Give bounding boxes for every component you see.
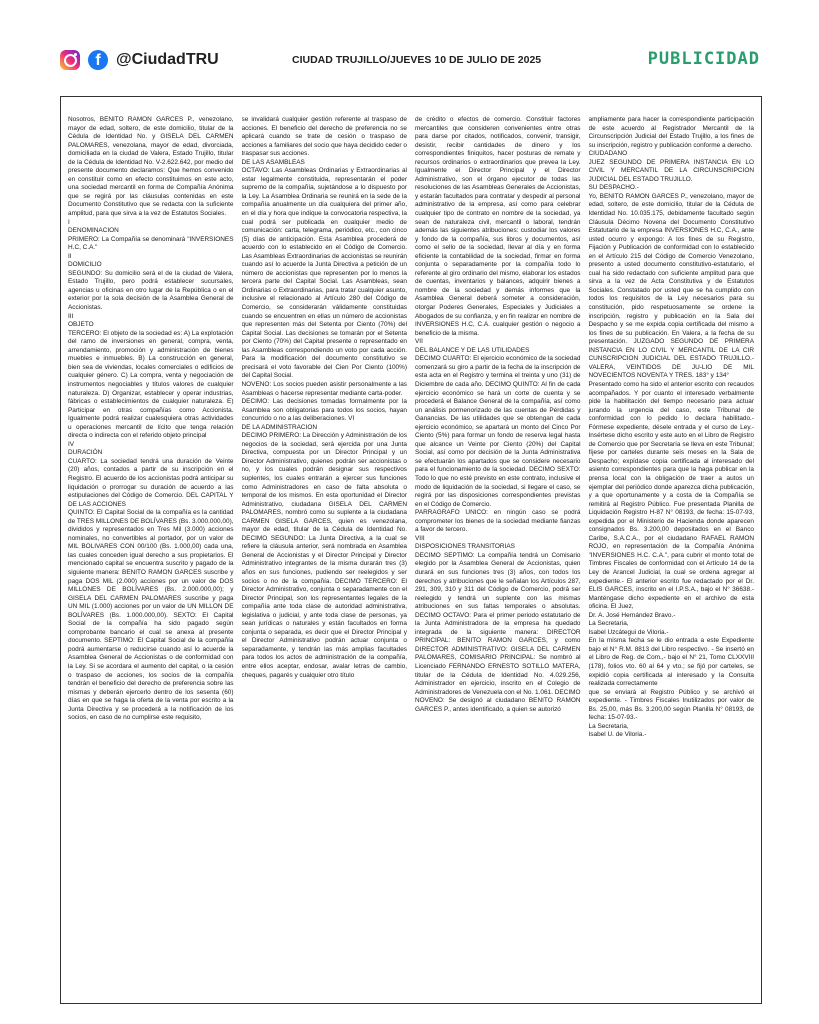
paragraph: SU DESPACHO.- [588,184,639,192]
paragraph: se invalidará cualquier gestión referente al traspaso de acciones. El beneficio del derecho de preferencia no se aplicará cuando se trate de cesión o traspaso de acciones a familiares del socio que haya decidido ceder o traspasar sus acciones. [241,116,407,158]
paragraph: DENOMINACION [68,227,119,235]
paragraph: DE LA ADMINISTRACION [241,423,317,431]
paragraph: III [68,312,74,320]
paragraph: Nosotros, BENITO RAMON GARCES P., venezolano, mayor de edad, soltero, de este domicilio, titular de la Cédula de Identidad No. y GISELA DEL CARMEN PALOMARES, venezolana, mayor de edad, divorciada, domiciliada en la ciudad de Valera, Estado Trujillo, titular de la Cédula de Identidad No. V-2.622.642, por medio del presente documento declaramos: Que hemos convenido en constituir como en efecto constituimos en este acto, una sociedad mercantil en forma de Compañía Anónima que se regirá por las cláusulas contenidas en este Documento Constitutivo que se redacta con la suficiente amplitud, para que sirva a la vez de Estatutos Sociales. [68,116,234,218]
paragraph: Yo, BENITO RAMON GARCES P., venezolano, mayor de edad, soltero, de este domicilio, titular de la Cédula de Identidad No. 10.035.175, debidamente facultado según Cláusula Décimo Novena del Documento Constitutivo Estatutario de la empresa INVERSIONES H.C, C.A., ante usted ocurro y expongo: A los fines de su Registro, Fijación y Publicación de conformidad con lo establecido en el Artículo 215 del Código de Comercio Venezolano, presento a usted documento constitutivo-estatutario, el cual ha sido redactado con suficiente amplitud para que sirva a la vez de Acta Constitutiva y de Estatutos Sociales. Constatado por usted que se ha cumplido con todos los requisitos de la Ley necesarios para su constitución, pido respetuosamente se ordene la inscripción, registro y publicación en la Sala del Despacho y se me expida copia certificada del mismo a los fines de su publicación. En Valera, a la fecha de su presentación. JUZGADO SEGUNDO DE PRIMERA INSTANCIA EN LO CIVIL Y MERCANTIL DE LA CIR CUNSCRIPCION JUDICIAL DEL ESTADO TRUJILLO.- VALERA, VEINTIDOS DE JU-LIO DE MIL NOVECIENTOS NOVENTA Y TRES. 183° y 134° [588,192,754,380]
paragraph: QUINTO: El Capital Social de la compañía es la cantidad de TRES MILLONES DE BOLÍVARES (Bs. 3.000.000,00), divididos y representados en Tres Mil (3.000) acciones nominales, no convertibles al portador, por un valor de MIL BOLIVARES CON 00/100 (Bs. 1.000,00) cada una, las cuales conceden igual derecho a sus propietarios. El mencionado capital se encuentra suscrito y pagado de la siguiente manera: BENITO RAMON GARCES suscribe y paga DOS MIL (2.000) acciones por un valor de DOS MILLONES DE BOLÍVARES (Bs. 2.000.000,00); y GISELA DEL CARMEN PALOMARES suscribe y paga UN MIL (1.000) acciones por un valor de UN MILLON DE BOLÍVARES (Bs. 1.000.000,00). SEXTO: El Capital Social de la compañía ha sido pagado según comprobante bancario el cual se anexa al presente documento. SEPTIMO: El Capital Social de la compañía podrá aumentarse o reducirse cuando así lo acuerde la Asamblea General de Accionistas o de conformidad con la Ley. Si se acordara el aumento del capital, o la cesión o traspaso de acciones, los socios de la compañía tendrán el beneficio del derecho de preferencia sobre las mismas y deberán ejercerlo dentro de los sesenta (60) días en que se haga la oferta de la venta por escrito a la Junta Directiva y se procederá a la notificación de los socios, en caso de no cumplirse este requisito, [68,509,234,722]
paragraph: de crédito o efectos de comercio. Constituir factores mercantiles que consideren convenientes entre otras para darse por citados, notificados, convenir, transigir, desistir, recibir cantidades de dinero y los correspondientes finiquitos, hacer posturas de remate y recursos ordinarios o extraordinarios que prevea la Ley. Igualmente el Director Principal y el Director Administrativo, son el órgano ejecutor de todas las resoluciones de las Asambleas Generales de Accionistas, y estarán facultados para contratar y despedir al personal administrativo de la empresa, así como para celebrar cualquier tipo de contrato en nombre de la sociedad, ya sean de naturaleza civil, mercantil o laboral, tendrán además las siguientes atribuciones: custodiar los valores y fondo de la compañía, sus libros y documentos, así como el sello de la sociedad, llevar al día y en forma eficiente la contabilidad de la sociedad, firmar en forma conjunta o separadamente por la compañía todo lo referente al giro ordinario del mismo, elaborar los estados de cuentas, inventarios y balances, adquirir bienes a nombre de la sociedad y demás informes que la Asamblea General deberá someter a consideración, otorgar Poderes Generales, Especiales y Judiciales a Abogados de su confianza, y en fin realizar en nombre de INVERSIONES H.C, C.A. cualquier gestión o negocio a beneficio de la misma. [415,116,581,337]
column-1 [68,116,234,996]
paragraph: DE LAS ASAMBLEAS [241,158,305,166]
instagram-icon[interactable] [60,50,80,70]
paragraph: En la misma fecha se le dio entrada a este Expediente bajo el N° R.M. 8813 del Libro respectivo. - Se insertó en el Libro de Reg. de Com.,- bajo el N° 21, Tomo CLXXVIII (178), folios vto. 60 al 64 y vto.; se fijó por carteles, se expidió copia certificada al interesado y la Consulta realizada correctamente [588,637,754,688]
paragraph: ampliamente para hacer la correspondiente participación de este acuerdo al Registrador Mercantil de la Circunscripción Judicial del Estado Trujillo, a los fines de su inscripción, registro y publicación conforme a derecho. [588,116,754,149]
paragraph: NOVENO: Los socios pueden asistir personalmente a las Asambleas o hacerse representar mediante carta-poder. [241,380,407,397]
paragraph: DURACIÓN [68,449,103,457]
paragraph: DECIMO SEPTIMO: La compañía tendrá un Comisario elegido por la Asamblea General de Accionistas, quien durará en sus funciones tres (3) años, con todos los derechos y atribuciones que le señalan los Artículos 287, 291, 309, 310 y 311 del Código de Comercio, podrá ser reelegido y tendrá un suplente con las mismas atribuciones en sus faltas temporales o absolutas. DECIMO OCTAVO: Para el primer periodo estatutario de la Junta Administradora de la empresa ha quedado integrada de la siguiente manera: DIRECTOR PRINCIPAL: BENITO RAMON GARCES, y como DIRECTOR ADMINISTRATIVO: GISELA DEL CARMEN PALOMARES, COMISARIO PRINCIPAL: Se nombró al Licenciado FERNANDO ERNESTO SOTILLO MATERA, titular de la Cédula de Identidad No. 4.029.256, Administrador en ejercicio, inscrito en el Colegio de Administradores de Venezuela con el No. 1.061. DECIMO NOVENO: Se designó al ciudadano BENITO RAMON GARCES P., antes identificado, a quien se autorizó [415,551,581,713]
paragraph: que se enviará al Registro Público y se archivó el expediente. - Timbres Fiscales Inutilizados por valor de Bs. 25,00, más Bs. 3.200,00 según Planilla N° 08193, de fecha: 15-07-93.- [588,688,754,722]
paragraph: Dr. A. José Hernández Bravo.- [588,611,676,619]
paragraph: DECIMO PRIMERO: La Dirección y Administración de los negocios de la sociedad, será ejercida por una Junta Directiva, compuesta por un Director Principal y un Director Administrativo, quienes podrán ser accionistas o no, y los cuales podrán designar sus respectivos suplentes, los cuales entrarán a ejercer sus funciones como Administradores en caso de falta absoluta o temporal de los mismos. En esta oportunidad el Director Administrativo, ciudadana GISELA DEL CARMEN PALOMARES, nombró como su suplente a la ciudadana CARMEN GISELA GARCES, quien es venezolana, mayor de edad, titular de la Cédula de Identidad No. DECIMO SEGUNDO: La Junta Directiva, a la cual se refiere la cláusula anterior, será nombrada en Asamblea General de Accionistas y el Director Principal y Director Administrativo integrantes de la misma durarán tres (3) años en sus funciones, pudiendo ser reelegidos y ser socios o no de la compañía. DECIMO TERCERO: El Director Administrativo, conjunta o separadamente con el Director Principal, son los representantes legales de la compañía ante toda clase de autoridad administrativa, legislativa o judicial, y ante toda clase de personas, ya sean jurídicas o naturales y están facultados en forma conjunta o separada, es decir que el Director Principal y el Director Administrativo podrán actuar conjunta o separadamente, y tendrán las más amplias facultades para todos los actos de administración de la compañía, entre ellos aceptar, endosar, avalar letras de cambio, cheques, pagarés y cualquier otro título [241,432,407,679]
paragraph: CIUDADANO [588,150,628,158]
paragraph: PRIMERO: La Compañía se denominará "INVERSIONES H.C, C.A." [68,235,234,252]
notice-columns [68,116,754,996]
newspaper-date-title: CIUDAD TRUJILLO/JUEVES 10 DE JULIO DE 2025 [292,54,542,66]
paragraph: Isabel Uzcátegui de Viloria.- [588,628,669,636]
paragraph: II [68,252,72,260]
paragraph: DECIMO CUARTO: El ejercicio económico de la sociedad comenzará su giro a partir de la fecha de la inscripción de esta acta en el Registro y termina el treinta y uno (31) de Diciembre de cada año. DECIMO QUINTO: Al fin de cada ejercicio económico se hará un corte de cuenta y se procederá el Balance General de la compañía, así como un análisis pormenorizado de las cuentas de Pérdidas y Ganancias. De las utilidades que se obtengan de cada ejercicio económico, se apartará un monto del Cinco Por Ciento (5%) para formar un fondo de reserva legal hasta que alcance un Veinte por Ciento (20%) del Capital Social, así como por decisión de la Junta Administrativa se efectuarán los apartados que se considere necesario para el funcionamiento de la sociedad. DECIMO SEXTO: Todo lo que no esté previsto en este contrato, inclusive el modo de liquidación de la sociedad, si llegare el caso, se regirá por las disposiciones correspondientes previstas en el Código de Comercio. [415,355,581,508]
paragraph: Presentado como ha sido el anterior escrito con recaudos acompañados. Y por cuanto el interesado verbalmente pide la habilitación del tiempo necesario para actuar jurando la urgencia del caso, este Tribunal de conformidad con lo pedido lo declara habilitado.- Fórmese expediente, désele entrada y el curso de Ley.- Insértese dicho escrito y este auto en el Libro de Registro de Comercio que por Secretaría se lleva en este Tribunal; fíjese por carteles durante seis meses en la Sala de Despacho; expídase copia certificada al interesado del asiento correspondientes para que la haga publicar en la prensa local con la obligación de traer a autos un ejemplar del periódico donde aparezca dicha publicación, y a que oportunamente y a costa de la Compañía se remitirá al Registro Público. Fue presentada Planilla de Liquidación Registro H-87 N° 08193, de fecha: 15-07-93, expedida por el Ministerio de Hacienda donde aparecen consignados Bs. 3.200,00 depositados en el Banco Caribe, S.A.C.A., por el ciudadano RAFAEL RAMON ROJO, en representación de la Compañía Anónima "INVERSIONES H.C. C.A.", para cubrir el monto total de Timbres Fiscales de conformidad con el Artículo 14 de la Ley de Arancel Judicial, la cual se ordena agregar al expediente.- El anterior escrito fue redactado por el Dr. ELIS GARCES, inscrito en el I.P.S.A., bajo el N° 36638.- Manténgase dicho expediente en el archivo de esta oficina. El Juez, [588,380,754,611]
social-handle: @CiudadTRU [116,51,219,68]
column-3 [415,116,581,996]
paragraph: DISPOSICIONES TRANSITORIAS [415,543,515,551]
paragraph: VIII [415,534,425,542]
paragraph: CUARTO: La sociedad tendrá una duración de Veinte (20) años, contados a partir de su inscripción en el Registro. El acuerdo de los accionistas podrá anticipar su liquidación o prorrogar su duración de acuerdo a las estipulaciones del Código de Comercio. DEL CAPITAL Y DE LAS ACCIONES [68,457,234,508]
paragraph: VII [415,338,423,346]
paragraph: IV [68,440,75,448]
paragraph: La Secretaria, [588,620,629,628]
paragraph: OCTAVO: Las Asambleas Ordinarias y Extraordinarias al estar legalmente constituida, representarán el poder supremo de la compañía, sujetándose a lo dispuesto por la Ley. La Asamblea Ordinaria se reunirá en la sede de la compañía anualmente un día cualquiera del primer año, en el día y hora que indique la convocatoria respectiva, la cual podrá ser publicada en cualquier medio de comunicación: carta, telegrama, periódico, etc., con cinco (5) días de anticipación. Esta Asamblea procederá de acuerdo con lo establecido en el Código de Comercio. Las Asambleas Extraordinarias de accionistas se reunirán cuando así lo acuerde la Junta Directiva a petición de un número de accionistas que representen por lo menos la tercera parte del Capital Social. Las Asambleas, sean Ordinarias o Extraordinarias, para tratar cualquier asunto, inclusive el relacionado al Artículo 280 del Código de Comercio, se considerarán válidamente constituidas cuando se encuentren en ellas un número de accionistas que representen más del Setenta por Ciento (70%) del Capital Social. Las decisiones se tomarán por el Setenta por Ciento (70%) del Capital presente o representado en las Asambleas correspondiendo un voto por cada acción. Para la modificación del documento constitutivo se precisará el voto favorable del Cien Por Ciento (100%) del Capital Social. [241,167,407,380]
paragraph: JUEZ SEGUNDO DE PRIMERA INSTANCIA EN LO CIVIL Y MERCANTIL DE LA CIRCUNSCRIPCION JUDICIAL DEL ESTADO TRUJILLO. [588,158,754,183]
paragraph: SEGUNDO: Su domicilio será el de la ciudad de Valera, Estado Trujillo, pero podrá establecer sucursales, agencias u oficinas en otro lugar de la República o en el exterior por la sola decisión de la Asamblea General de Accionistas. [68,269,234,312]
facebook-icon[interactable]: f [88,50,108,70]
page-header [60,44,760,78]
paragraph: DECIMO: Las decisiones tomadas formalmente por la Asamblea son obligatorias para todos los socios, hayan concurrido o no a las deliberaciones. VI [241,398,407,423]
paragraph: TERCERO: El objeto de la sociedad es: A) La explotación del ramo de inversiones en general, compra, venta, arrendamiento, promoción y administración de bienes muebles e inmuebles. B) La construcción en general, bien sea de viviendas, locales comerciales o edificios de cualquier género. C) La compra, venta y negociación de instrumentos negociables y títulos valores de cualquier naturaleza. D) Organizar, establecer y operar industrias, fábricas o establecimientos de cualquier naturaleza. E) Participar en otras compañías como Accionista. Igualmente podrá realizar cualesquiera otras actividades u operaciones mercantil de lícito que tenga relación directa o indirecta con el referido objeto principal [68,329,234,440]
paragraph: Isabel U. de Viloria.- [588,731,647,739]
column-4 [589,116,755,996]
paragraph: PARRAGRAFO UNICO: en ningún caso se podrá comprometer los bienes de la sociedad mediante fianzas a favor de tercero. [415,509,581,534]
paragraph: I [68,218,70,226]
paragraph: OBJETO [68,321,94,329]
column-2 [242,116,408,996]
section-label: PUBLICIDAD [647,49,760,69]
paragraph: DEL BALANCE Y DE LAS UTILIDADES [415,346,530,354]
paragraph: La Secretaria, [588,722,629,730]
paragraph: DOMICILIO [68,261,102,269]
